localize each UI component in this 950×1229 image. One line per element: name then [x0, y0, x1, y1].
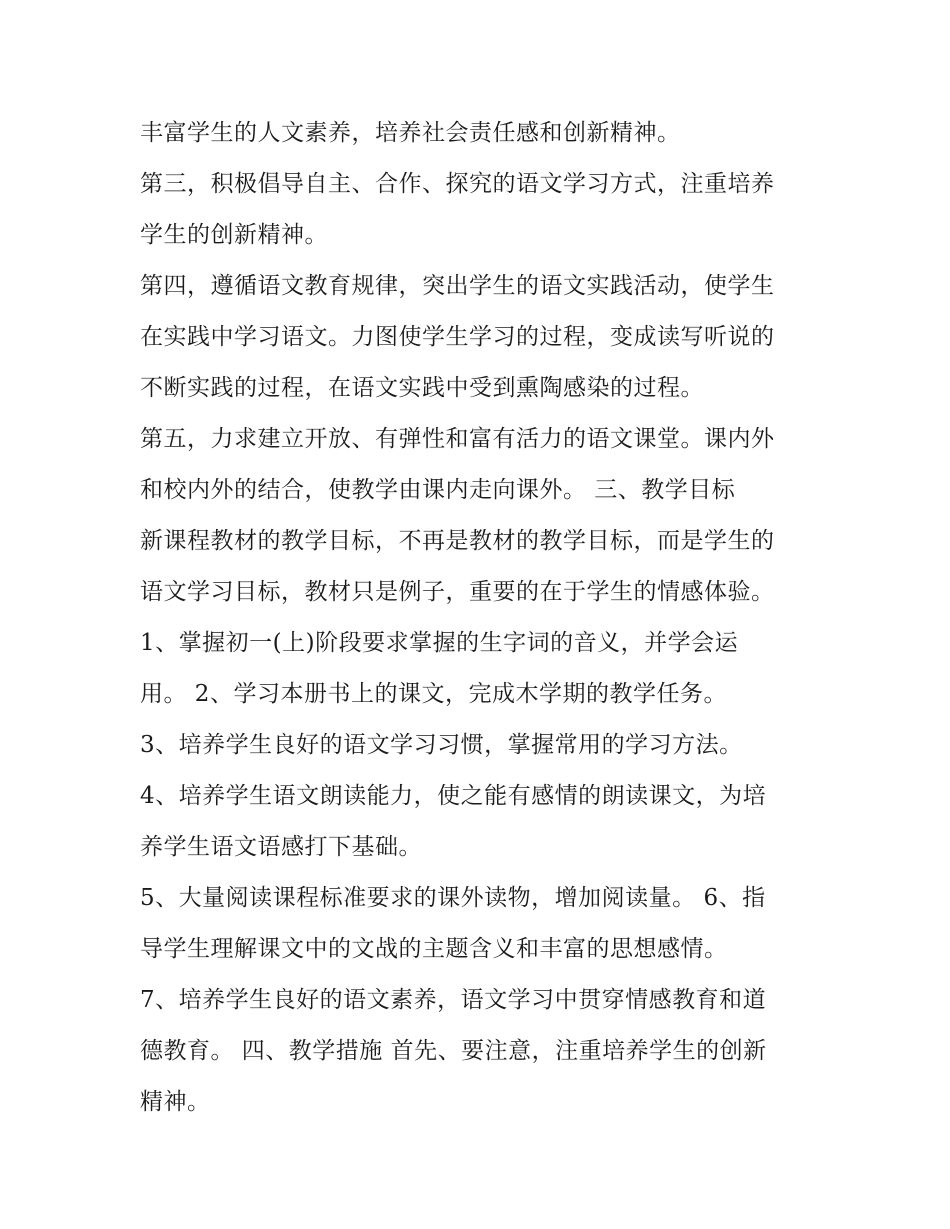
text-line: 丰富学生的人文素养，培养社会责任感和创新精神。 [140, 120, 681, 146]
text-line: 3、培养学生良好的语文学习习惯，掌握常用的学习方法。 [140, 732, 743, 758]
text-line: 4、培养学生语文朗读能力，使之能有感情的朗读课文，为培 [140, 783, 767, 809]
text-line: 新课程教材的教学目标，不再是教材的教学目标，而是学生的 [140, 528, 775, 554]
text-line: 在实践中学习语文。力图使学生学习的过程，变成读写听说的 [140, 324, 775, 350]
text-line: 学生的创新精神。 [140, 222, 328, 248]
text-line: 导学生理解课文中的文战的主题含义和丰富的思想感情。 [140, 936, 728, 962]
text-line: 德教育。 四、教学措施 首先、要注意，注重培养学生的创新 [140, 1038, 767, 1064]
text-line: 1、掌握初一(上)阶段要求掌握的生字词的音义，并学会运 [140, 630, 739, 656]
text-line: 语文学习目标，教材只是例子，重要的在于学生的情感体验。 [140, 579, 775, 605]
document-body [140, 108, 840, 1128]
text-line: 第五，力求建立开放、有弹性和富有活力的语文课堂。课内外 [140, 426, 775, 452]
text-line: 第四，遵循语文教育规律，突出学生的语文实践活动，使学生 [140, 273, 775, 299]
text-line: 和校内外的结合，使教学由课内走向课外。 三、教学目标 [140, 477, 736, 503]
text-line: 精神。 [140, 1089, 211, 1115]
text-line: 用。 2、学习本册书上的课文，完成木学期的教学任务。 [140, 681, 727, 707]
text-line: 不断实践的过程，在语文实践中受到熏陶感染的过程。 [140, 375, 704, 401]
text-line: 5、大量阅读课程标准要求的课外读物，增加阅读量。 6、指 [140, 885, 766, 911]
text-line: 第三，积极倡导自主、合作、探究的语文学习方式，注重培养 [140, 171, 775, 197]
text-line: 养学生语文语感打下基础。 [140, 834, 422, 860]
text-line: 7、培养学生良好的语文素养，语文学习中贯穿情感教育和道 [140, 987, 767, 1013]
